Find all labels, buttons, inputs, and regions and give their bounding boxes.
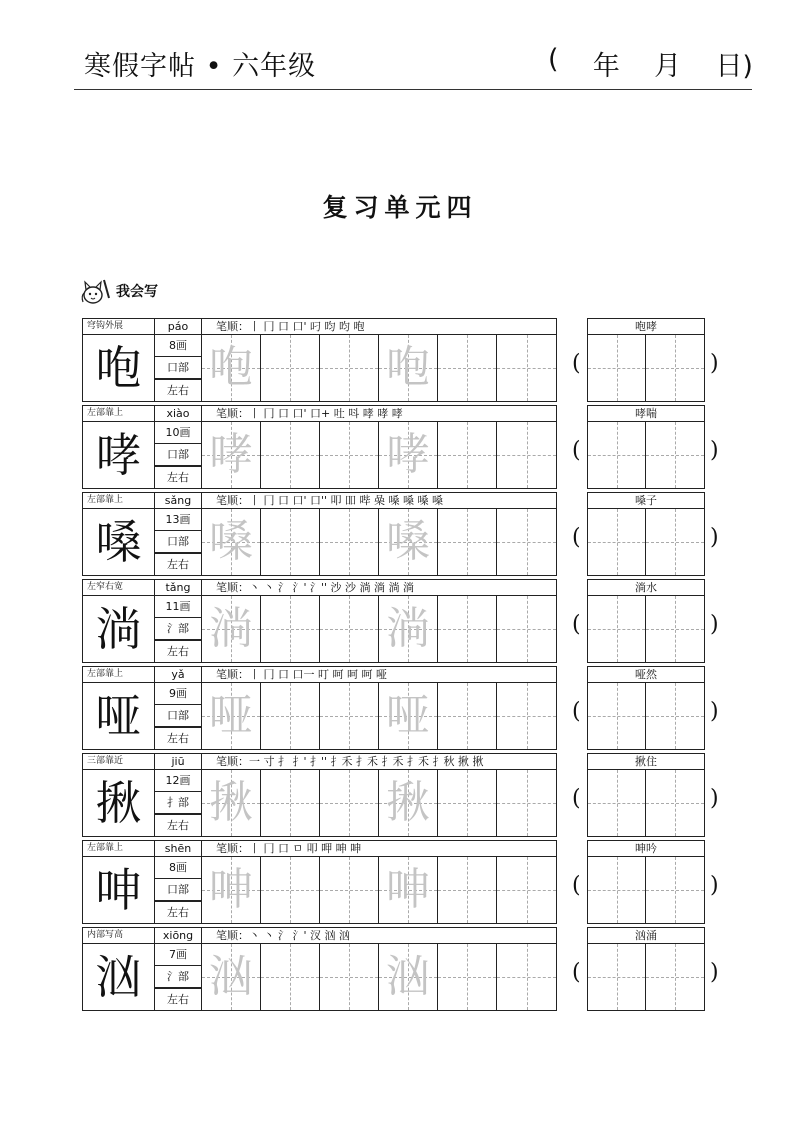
practice-row — [82, 840, 719, 924]
character-table — [82, 753, 557, 837]
practice-grid[interactable] — [319, 856, 379, 924]
word-grid[interactable] — [587, 682, 646, 750]
pinyin: xiōng — [154, 927, 202, 944]
word-label: 淌水 — [587, 579, 705, 596]
practice-grid[interactable] — [319, 334, 379, 402]
word-grid[interactable] — [587, 595, 646, 663]
practice-grid[interactable] — [260, 856, 320, 924]
practice-grid[interactable] — [260, 682, 320, 750]
word-grid[interactable] — [587, 769, 646, 837]
trace-character: 淌 — [386, 603, 430, 654]
pinyin: páo — [154, 318, 202, 335]
word-label: 汹涌 — [587, 927, 705, 944]
section-label — [78, 276, 158, 306]
practice-grid[interactable] — [496, 682, 557, 750]
open-paren: ( — [572, 960, 581, 985]
practice-grid[interactable] — [260, 595, 320, 663]
stroke-count: 11画 — [154, 595, 202, 618]
practice-grid[interactable] — [201, 334, 261, 402]
practice-grid[interactable] — [201, 769, 261, 837]
practice-grid[interactable] — [201, 421, 261, 489]
word-grid[interactable] — [645, 595, 705, 663]
practice-grid[interactable] — [437, 421, 497, 489]
date-day-label: 日) — [715, 51, 753, 82]
trace-character: 嗓 — [209, 516, 253, 567]
practice-grid[interactable] — [260, 334, 320, 402]
trace-character: 哑 — [386, 690, 430, 741]
trace-character: 揪 — [209, 777, 253, 828]
word-grid[interactable] — [587, 334, 646, 402]
model-character: 哮 — [82, 421, 155, 489]
model-character: 哑 — [82, 682, 155, 750]
practice-grid[interactable] — [378, 334, 438, 402]
radical: 口部 — [154, 878, 202, 901]
pinyin: tǎng — [154, 579, 202, 596]
word-label: 咆哮 — [587, 318, 705, 335]
trace-character: 哑 — [209, 690, 253, 741]
word-grid[interactable] — [587, 508, 646, 576]
stroke-order: 笔顺：丨 冂 口 口' 叼 呁 呁 咆 — [201, 318, 557, 335]
date-open-paren: ( — [548, 44, 559, 75]
close-paren: ) — [710, 960, 719, 985]
model-character: 淌 — [82, 595, 155, 663]
date-month-label: 月 — [654, 51, 682, 82]
practice-grid[interactable] — [201, 856, 261, 924]
practice-grid[interactable] — [201, 943, 261, 1011]
trace-character: 嗓 — [386, 516, 430, 567]
layout-type: 左右 — [154, 727, 202, 750]
close-paren: ) — [710, 351, 719, 376]
trace-character: 咆 — [209, 342, 253, 393]
pinyin: xiào — [154, 405, 202, 422]
practice-row — [82, 318, 719, 402]
practice-grid[interactable] — [201, 508, 261, 576]
word-label: 呻吟 — [587, 840, 705, 857]
close-paren: ) — [710, 699, 719, 724]
practice-grid[interactable] — [260, 421, 320, 489]
practice-grid[interactable] — [378, 856, 438, 924]
radical: 口部 — [154, 443, 202, 466]
trace-character: 淌 — [209, 603, 253, 654]
practice-grid[interactable] — [319, 421, 379, 489]
structure-tip: 左部靠上 — [82, 492, 155, 509]
practice-grid[interactable] — [378, 943, 438, 1011]
practice-grid[interactable] — [319, 595, 379, 663]
word-label: 嗓子 — [587, 492, 705, 509]
practice-grid[interactable] — [496, 421, 557, 489]
open-paren: ( — [572, 612, 581, 637]
open-paren: ( — [572, 438, 581, 463]
practice-grid[interactable] — [378, 769, 438, 837]
pinyin: shēn — [154, 840, 202, 857]
practice-grid[interactable] — [260, 508, 320, 576]
layout-type: 左右 — [154, 640, 202, 663]
practice-grid[interactable] — [437, 595, 497, 663]
radical: 氵部 — [154, 965, 202, 988]
open-paren: ( — [572, 525, 581, 550]
practice-grid[interactable] — [319, 943, 379, 1011]
model-character: 咆 — [82, 334, 155, 402]
character-table — [82, 579, 557, 663]
stroke-order: 笔顺：丶 丶 氵 氵' 氵'' 沙 沙 淌 淌 淌 淌 — [201, 579, 557, 596]
model-character: 呻 — [82, 856, 155, 924]
layout-type: 左右 — [154, 901, 202, 924]
model-character: 汹 — [82, 943, 155, 1011]
character-table — [82, 840, 557, 924]
practice-grid[interactable] — [496, 943, 557, 1011]
practice-grid[interactable] — [319, 682, 379, 750]
radical: 口部 — [154, 704, 202, 727]
practice-row — [82, 579, 719, 663]
layout-type: 左右 — [154, 466, 202, 489]
structure-tip: 穹钩外展 — [82, 318, 155, 335]
stroke-order: 笔顺：丶 丶 氵 氵' 汊 汹 汹 — [201, 927, 557, 944]
practice-grid[interactable] — [496, 856, 557, 924]
open-paren: ( — [572, 699, 581, 724]
practice-row — [82, 405, 719, 489]
stroke-count: 8画 — [154, 856, 202, 879]
practice-grid[interactable] — [437, 943, 497, 1011]
word-grid[interactable] — [645, 856, 705, 924]
practice-grid[interactable] — [378, 508, 438, 576]
trace-character: 哮 — [386, 429, 430, 480]
practice-grid[interactable] — [437, 682, 497, 750]
stroke-order: 笔顺：一 寸 扌 扌' 扌'' 扌禾 扌禾 扌禾 扌禾 扌秋 揪 揪 — [201, 753, 557, 770]
practice-grid[interactable] — [496, 334, 557, 402]
practice-grid[interactable] — [378, 595, 438, 663]
structure-tip: 左部靠上 — [82, 405, 155, 422]
word-grid[interactable] — [645, 769, 705, 837]
date-field — [548, 44, 753, 83]
practice-grid[interactable] — [319, 508, 379, 576]
stroke-count: 7画 — [154, 943, 202, 966]
character-table — [82, 666, 557, 750]
date-year-label: 年 — [592, 51, 620, 82]
open-paren: ( — [572, 786, 581, 811]
practice-grid[interactable] — [437, 856, 497, 924]
trace-character: 呻 — [209, 864, 253, 915]
layout-type: 左右 — [154, 988, 202, 1011]
close-paren: ) — [710, 525, 719, 550]
practice-grid[interactable] — [201, 595, 261, 663]
practice-grid[interactable] — [260, 943, 320, 1011]
trace-character: 揪 — [386, 777, 430, 828]
layout-type: 左右 — [154, 553, 202, 576]
practice-grid[interactable] — [437, 334, 497, 402]
practice-grid[interactable] — [319, 769, 379, 837]
stroke-order: 笔顺：丨 冂 口 口' 口'' 叩 吅 哔 喿 嗓 嗓 嗓 嗓 — [201, 492, 557, 509]
trace-character: 汹 — [386, 951, 430, 1002]
word-grid[interactable] — [587, 943, 646, 1011]
pinyin: yǎ — [154, 666, 202, 683]
trace-character: 哮 — [209, 429, 253, 480]
practice-grid[interactable] — [437, 508, 497, 576]
character-table — [82, 927, 557, 1011]
word-grid[interactable] — [645, 508, 705, 576]
model-character: 揪 — [82, 769, 155, 837]
character-table — [82, 492, 557, 576]
stroke-order: 笔顺：丨 冂 口 ㅁ 叩 呷 呻 呻 — [201, 840, 557, 857]
layout-type: 左右 — [154, 814, 202, 837]
word-grid[interactable] — [645, 421, 705, 489]
page-title: 复习单元四 — [322, 193, 478, 222]
radical: 口部 — [154, 356, 202, 379]
trace-character: 呻 — [386, 864, 430, 915]
structure-tip: 左窄右宽 — [82, 579, 155, 596]
structure-tip: 三部靠近 — [82, 753, 155, 770]
practice-grid[interactable] — [201, 682, 261, 750]
practice-row — [82, 492, 719, 576]
stroke-order: 笔顺：丨 冂 口 口' 口+ 吐 呌 哮 哮 哮 — [201, 405, 557, 422]
word-grid[interactable] — [645, 943, 705, 1011]
trace-character: 汹 — [209, 951, 253, 1002]
open-paren: ( — [572, 873, 581, 898]
radical: 扌部 — [154, 791, 202, 814]
pinyin: jiū — [154, 753, 202, 770]
practice-row — [82, 753, 719, 837]
practice-row — [82, 666, 719, 750]
practice-grid[interactable] — [496, 769, 557, 837]
stroke-order: 笔顺：丨 冂 口 口一 叮 呵 呵 呵 哑 — [201, 666, 557, 683]
close-paren: ) — [710, 438, 719, 463]
structure-tip: 左部靠上 — [82, 840, 155, 857]
character-table — [82, 318, 557, 402]
practice-grid[interactable] — [496, 595, 557, 663]
close-paren: ) — [710, 873, 719, 898]
stroke-count: 12画 — [154, 769, 202, 792]
stroke-count: 13画 — [154, 508, 202, 531]
stroke-count: 9画 — [154, 682, 202, 705]
cat-with-pencil-icon — [78, 276, 112, 306]
word-grid[interactable] — [587, 421, 646, 489]
practice-grid[interactable] — [378, 682, 438, 750]
section-label-text: 我会写 — [116, 284, 158, 300]
trace-character: 咆 — [386, 342, 430, 393]
stroke-count: 8画 — [154, 334, 202, 357]
close-paren: ) — [710, 612, 719, 637]
pinyin: sǎng — [154, 492, 202, 509]
word-label: 揪住 — [587, 753, 705, 770]
close-paren: ) — [710, 786, 719, 811]
practice-grid[interactable] — [260, 769, 320, 837]
word-label: 哮喘 — [587, 405, 705, 422]
header-divider — [74, 89, 752, 90]
practice-grid[interactable] — [437, 769, 497, 837]
model-character: 嗓 — [82, 508, 155, 576]
layout-type: 左右 — [154, 379, 202, 402]
structure-tip: 左部靠上 — [82, 666, 155, 683]
open-paren: ( — [572, 351, 581, 376]
word-grid[interactable] — [645, 682, 705, 750]
practice-row — [82, 927, 719, 1011]
word-grid[interactable] — [587, 856, 646, 924]
stroke-count: 10画 — [154, 421, 202, 444]
header-title: 寒假字帖 • 六年级 — [84, 51, 317, 82]
practice-grid[interactable] — [378, 421, 438, 489]
word-label: 哑然 — [587, 666, 705, 683]
character-table — [82, 405, 557, 489]
structure-tip: 内部写高 — [82, 927, 155, 944]
word-grid[interactable] — [645, 334, 705, 402]
radical: 口部 — [154, 530, 202, 553]
practice-grid[interactable] — [496, 508, 557, 576]
radical: 氵部 — [154, 617, 202, 640]
